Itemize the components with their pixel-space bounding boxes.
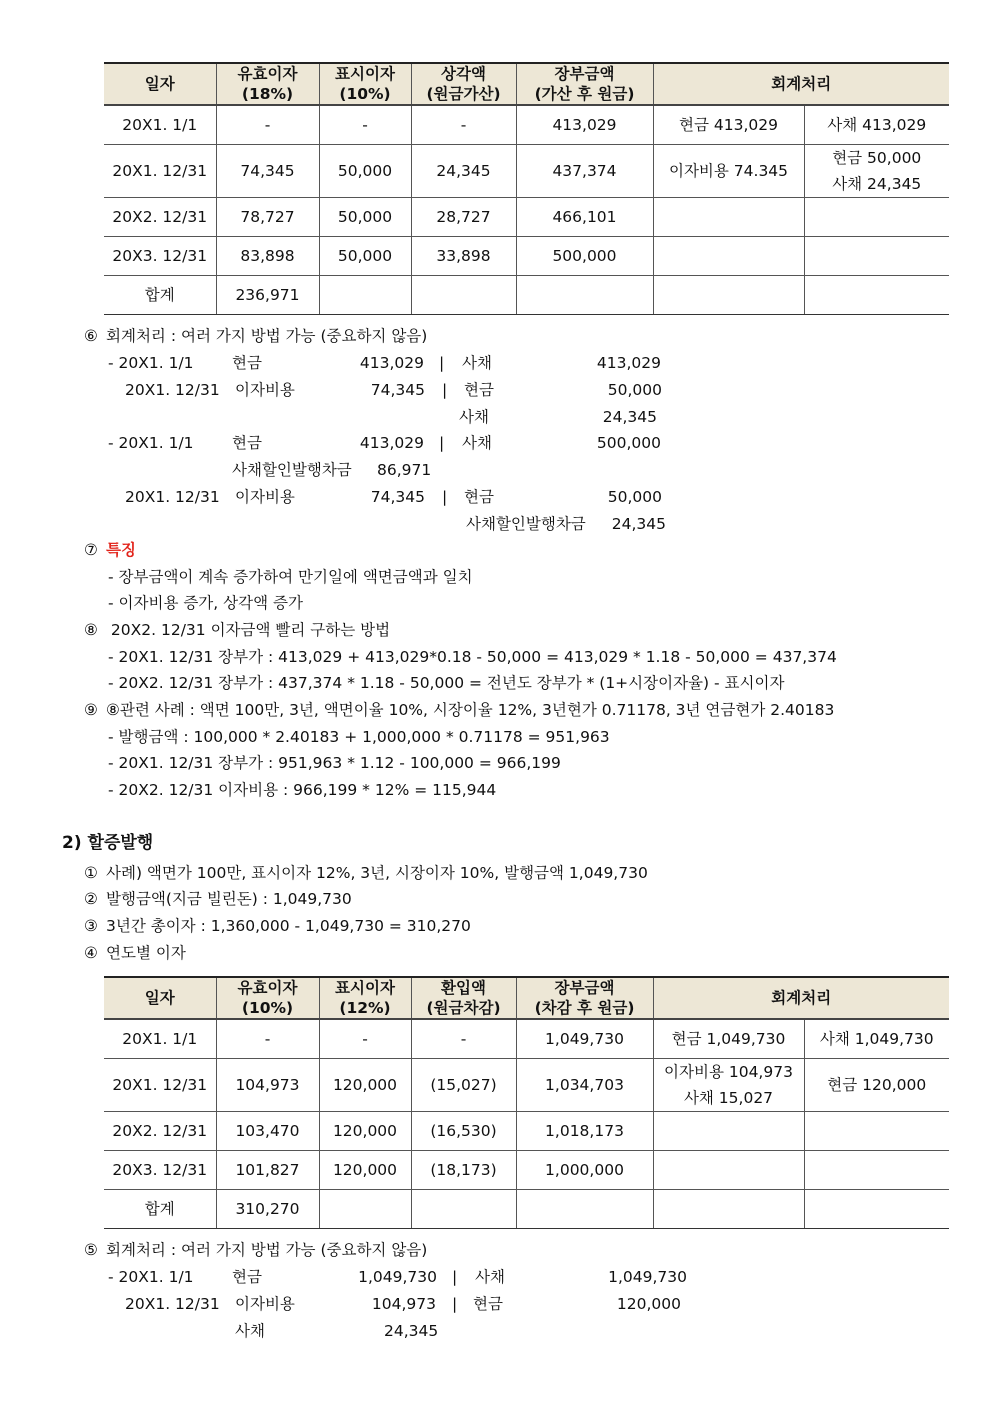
cell-debit: 이자비용 74.345	[653, 144, 804, 197]
item-6: ⑥ 회계처리 : 여러 가지 방법 가능 (중요하지 않음)	[84, 327, 428, 345]
cell-total-label: 합계	[104, 275, 216, 314]
cell-face: 120,000	[319, 1058, 411, 1111]
cell-reversal: (18,173)	[411, 1150, 516, 1189]
cell-debit: 현금 413,029	[653, 105, 804, 144]
cell-total-effective: 236,971	[216, 275, 319, 314]
journal-separator: |	[442, 488, 448, 506]
item-7: ⑦ 특징	[84, 541, 136, 559]
cell-date: 20X1. 12/31	[104, 1058, 216, 1111]
journal-credit-amount: 120,000	[616, 1295, 681, 1313]
cell-total-effective: 310,270	[216, 1189, 319, 1228]
cell-reversal: (15,027)	[411, 1058, 516, 1111]
table-row	[104, 1111, 949, 1150]
journal-debit-account: 이자비용	[235, 488, 295, 506]
journal-date: - 20X1. 1/1	[108, 1268, 194, 1286]
journal-credit-amount: 500,000	[596, 434, 661, 452]
item-9: ⑨ ⑧관련 사례 : 액면 100만, 3년, 액면이율 10%, 시장이율 12%, 3년현가 0.71178, 3년 연금현가 2.40183	[84, 701, 835, 719]
journal-debit-amount: 104,973	[371, 1295, 436, 1313]
features-heading: 특징	[106, 541, 136, 559]
journal-date: - 20X1. 1/1	[108, 434, 194, 452]
cell-effective: 78,727	[216, 197, 319, 236]
cell-credit	[804, 1150, 949, 1189]
cell-face: 50,000	[319, 197, 411, 236]
cell-debit	[653, 1111, 804, 1150]
journal-entry	[0, 484, 992, 510]
journal-credit-amount: 50,000	[607, 381, 662, 399]
item-8-line: - 20X2. 12/31 장부가 : 437,374 * 1.18 - 50,000 = 전년도 장부가 * (1+시장이자율) - 표시이자	[108, 674, 785, 692]
table-row	[104, 1150, 949, 1189]
cell-debit	[653, 1150, 804, 1189]
cell-debit: 현금 1,049,730	[653, 1019, 804, 1058]
journal-entry	[0, 1291, 992, 1317]
journal-debit-amount: 413,029	[359, 434, 424, 452]
item-7-line: - 이자비용 증가, 상각액 증가	[108, 594, 303, 612]
cell-amortization: -	[411, 105, 516, 144]
journal-date: - 20X1. 1/1	[108, 354, 194, 372]
cell-effective: 104,973	[216, 1058, 319, 1111]
cell-debit	[653, 197, 804, 236]
cell-date: 20X3. 12/31	[104, 1150, 216, 1189]
journal-debit-amount: 413,029	[359, 354, 424, 372]
journal-credit-account: 사채	[475, 1268, 505, 1286]
cell-empty	[653, 275, 804, 314]
journal-credit-account: 현금	[464, 488, 494, 506]
cell-book: 466,101	[516, 197, 653, 236]
cell-empty	[804, 275, 949, 314]
cell-credit: 사채 1,049,730	[804, 1019, 949, 1058]
journal-date: 20X1. 12/31	[125, 381, 220, 399]
journal-debit-account: 사채	[235, 1322, 265, 1340]
col-header-date: 일자	[104, 977, 216, 1019]
item-5: ⑤ 회계처리 : 여러 가지 방법 가능 (중요하지 않음)	[84, 1241, 428, 1259]
table-total-row	[104, 1189, 949, 1228]
journal-debit-amount: 1,049,730	[358, 1268, 437, 1286]
cell-book: 500,000	[516, 236, 653, 275]
cell-credit	[804, 236, 949, 275]
cell-date: 20X1. 12/31	[104, 144, 216, 197]
journal-separator: |	[442, 381, 448, 399]
cell-credit: 사채 413,029	[804, 105, 949, 144]
cell-credit	[804, 197, 949, 236]
cell-empty	[411, 1189, 516, 1228]
journal-separator: |	[452, 1268, 458, 1286]
journal-credit-account: 사채	[462, 354, 492, 372]
journal-separator: |	[439, 434, 445, 452]
journal-entry	[0, 350, 992, 376]
cell-face: -	[319, 105, 411, 144]
section2-item: ④ 연도별 이자	[84, 944, 186, 962]
journal-credit-account: 사채	[462, 434, 492, 452]
item-8-line: - 20X1. 12/31 장부가 : 413,029 + 413,029*0.18 - 50,000 = 413,029 * 1.18 - 50,000 = 437,374	[108, 648, 837, 666]
section2-item: ① 사례) 액면가 100만, 표시이자 12%, 3년, 시장이자 10%, 발행금액 1,049,730	[84, 864, 648, 882]
journal-date: 20X1. 12/31	[125, 1295, 220, 1313]
section-heading: 2) 할증발행	[62, 833, 154, 853]
table-row	[104, 1019, 949, 1058]
journal-date: 20X1. 12/31	[125, 488, 220, 506]
cell-book: 1,018,173	[516, 1111, 653, 1150]
table-row	[104, 105, 949, 144]
cell-book: 1,034,703	[516, 1058, 653, 1111]
journal-debit-account: 현금	[232, 1268, 262, 1286]
cell-effective: 101,827	[216, 1150, 319, 1189]
journal-debit-account: 이자비용	[235, 1295, 295, 1313]
cell-reversal: -	[411, 1019, 516, 1058]
cell-face: -	[319, 1019, 411, 1058]
cell-credit: 현금 50,000 사채 24,345	[804, 144, 949, 197]
table-row	[104, 197, 949, 236]
table-row	[104, 1058, 949, 1111]
journal-credit-amount: 413,029	[596, 354, 661, 372]
journal-debit-account: 현금	[232, 354, 262, 372]
section2-item: ② 발행금액(지금 빌린돈) : 1,049,730	[84, 890, 352, 908]
journal-credit-account: 현금	[473, 1295, 503, 1313]
journal-entry	[0, 404, 992, 430]
journal-debit-amount: 24,345	[384, 1322, 439, 1340]
col-header-accounting: 회계처리	[653, 977, 949, 1019]
col-header-amortization: 상각액 (원금가산)	[411, 63, 516, 105]
col-header-reversal: 환입액 (원금차감)	[411, 977, 516, 1019]
journal-entry	[0, 430, 992, 456]
cell-empty	[516, 275, 653, 314]
item-7-line: - 장부금액이 계속 증가하여 만기일에 액면금액과 일치	[108, 568, 473, 586]
item-9-line: - 20X2. 12/31 이자비용 : 966,199 * 12% = 115,944	[108, 781, 497, 799]
cell-book: 437,374	[516, 144, 653, 197]
col-header-book-value: 장부금액 (차감 후 원금)	[516, 977, 653, 1019]
journal-debit-account: 현금	[232, 434, 262, 452]
cell-amortization: 24,345	[411, 144, 516, 197]
journal-separator: |	[439, 354, 445, 372]
cell-debit: 이자비용 104,973 사채 15,027	[653, 1058, 804, 1111]
cell-effective: 74,345	[216, 144, 319, 197]
cell-face: 120,000	[319, 1111, 411, 1150]
item-9-line: - 20X1. 12/31 장부가 : 951,963 * 1.12 - 100,000 = 966,199	[108, 754, 561, 772]
cell-amortization: 33,898	[411, 236, 516, 275]
col-header-date: 일자	[104, 63, 216, 105]
col-header-book-value: 장부금액 (가산 후 원금)	[516, 63, 653, 105]
col-header-accounting: 회계처리	[653, 63, 949, 105]
journal-entry	[0, 377, 992, 403]
journal-credit-amount: 1,049,730	[608, 1268, 687, 1286]
journal-entry	[0, 1264, 992, 1290]
premium-amortization-table	[104, 976, 949, 1229]
cell-date: 20X3. 12/31	[104, 236, 216, 275]
cell-date: 20X2. 12/31	[104, 197, 216, 236]
item-8: ⑧ 20X2. 12/31 이자금액 빨리 구하는 방법	[84, 621, 391, 639]
table-row	[104, 144, 949, 197]
discount-amortization-table	[104, 62, 949, 315]
cell-book: 1,000,000	[516, 1150, 653, 1189]
cell-empty	[411, 275, 516, 314]
table-row	[104, 236, 949, 275]
journal-credit-amount: 24,345	[611, 515, 666, 533]
cell-effective: -	[216, 1019, 319, 1058]
cell-amortization: 28,727	[411, 197, 516, 236]
journal-credit-account: 사채	[459, 408, 489, 426]
journal-credit-amount: 50,000	[607, 488, 662, 506]
journal-entry	[0, 511, 992, 537]
cell-effective: -	[216, 105, 319, 144]
cell-face: 120,000	[319, 1150, 411, 1189]
cell-empty	[804, 1189, 949, 1228]
journal-credit-account: 현금	[464, 381, 494, 399]
journal-debit-account: 사채할인발행차금	[232, 461, 352, 479]
cell-effective: 103,470	[216, 1111, 319, 1150]
col-header-face-interest: 표시이자 (12%)	[319, 977, 411, 1019]
col-header-face-interest: 표시이자 (10%)	[319, 63, 411, 105]
cell-book: 1,049,730	[516, 1019, 653, 1058]
cell-date: 20X2. 12/31	[104, 1111, 216, 1150]
cell-book: 413,029	[516, 105, 653, 144]
journal-entry	[0, 1318, 992, 1344]
col-header-effective-interest: 유효이자 (10%)	[216, 977, 319, 1019]
cell-credit: 현금 120,000	[804, 1058, 949, 1111]
cell-date: 20X1. 1/1	[104, 105, 216, 144]
item-9-line: - 발행금액 : 100,000 * 2.40183 + 1,000,000 * 0.71178 = 951,963	[108, 728, 610, 746]
table-total-row	[104, 275, 949, 314]
journal-debit-account: 이자비용	[235, 381, 295, 399]
journal-credit-amount: 24,345	[602, 408, 657, 426]
journal-entry	[0, 457, 992, 483]
cell-face: 50,000	[319, 236, 411, 275]
cell-debit	[653, 236, 804, 275]
journal-debit-amount: 74,345	[370, 381, 425, 399]
section2-item: ③ 3년간 총이자 : 1,360,000 - 1,049,730 = 310,270	[84, 917, 471, 935]
journal-credit-account: 사채할인발행차금	[466, 515, 586, 533]
col-header-effective-interest: 유효이자 (18%)	[216, 63, 319, 105]
cell-total-label: 합계	[104, 1189, 216, 1228]
cell-face: 50,000	[319, 144, 411, 197]
journal-debit-amount: 74,345	[370, 488, 425, 506]
cell-empty	[319, 1189, 411, 1228]
cell-empty	[516, 1189, 653, 1228]
cell-date: 20X1. 1/1	[104, 1019, 216, 1058]
cell-credit	[804, 1111, 949, 1150]
journal-debit-amount: 86,971	[377, 461, 432, 479]
cell-effective: 83,898	[216, 236, 319, 275]
cell-reversal: (16,530)	[411, 1111, 516, 1150]
cell-empty	[653, 1189, 804, 1228]
cell-empty	[319, 275, 411, 314]
journal-separator: |	[452, 1295, 458, 1313]
